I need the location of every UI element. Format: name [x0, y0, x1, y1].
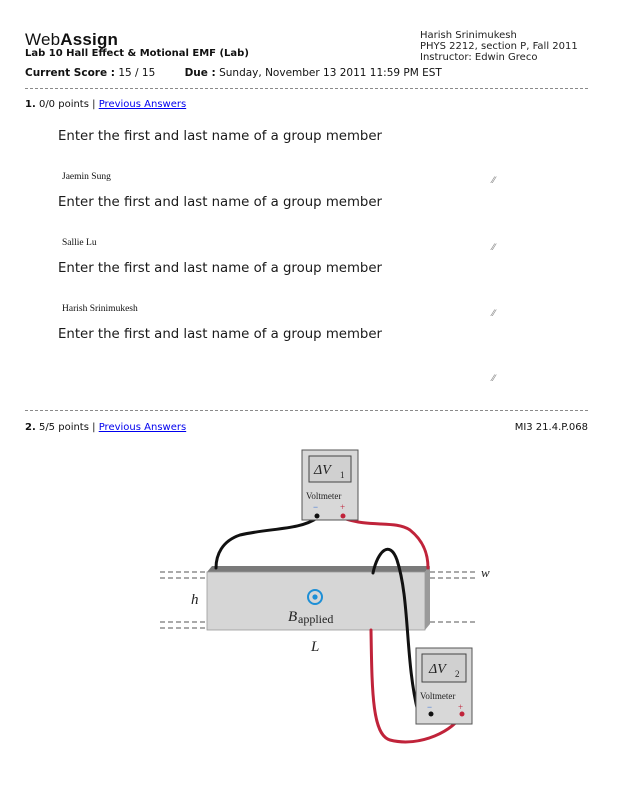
due-label: Due : — [184, 67, 216, 79]
group-member-prompt: Enter the first and last name of a group member — [58, 129, 383, 144]
voltmeter-1-reading: ΔV — [314, 463, 331, 478]
voltmeter-2 — [416, 648, 472, 724]
voltmeter-2-label: Voltmeter — [420, 691, 456, 701]
question-number: 2. — [25, 422, 36, 433]
group-member-prompt: Enter the first and last name of a group member — [58, 195, 383, 210]
separator: | — [92, 422, 96, 433]
question-points: 0/0 points — [38, 99, 89, 110]
voltmeter-1-subscript: 1 — [340, 470, 345, 480]
voltmeter-2-plus: + — [458, 702, 464, 712]
previous-answers-link[interactable]: Previous Answers — [98, 99, 187, 110]
webassign-logo: WebAssign — [25, 30, 119, 49]
assignment-title: Lab 10 Hall Effect & Motional EMF (Lab) — [25, 48, 249, 59]
resize-handle-icon[interactable]: ⁄⁄ — [492, 176, 496, 186]
group-member-prompt: Enter the first and last name of a group member — [58, 327, 383, 342]
voltmeter-1-minus: − — [313, 502, 319, 512]
separator: | — [92, 99, 96, 110]
voltmeter-1 — [302, 450, 358, 520]
voltmeter-1-label: Voltmeter — [306, 491, 342, 501]
due-value: Sunday, November 13 2011 11:59 PM EST — [219, 67, 442, 79]
current-score-value: 15 / 15 — [118, 67, 156, 79]
student-name: Harish Srinimukesh — [420, 30, 517, 41]
voltmeter-2-minus: − — [427, 702, 433, 712]
field-subscript: applied — [298, 612, 334, 626]
instructor-info: Instructor: Edwin Greco — [420, 52, 538, 63]
current-score-label: Current Score : — [25, 67, 115, 79]
resize-handle-icon[interactable]: ⁄⁄ — [492, 309, 496, 319]
problem-code: MI3 21.4.P.068 — [514, 422, 588, 433]
question-points: 5/5 points — [38, 422, 89, 433]
resize-handle-icon[interactable]: ⁄⁄ — [492, 243, 496, 253]
resize-handle-icon[interactable]: ⁄⁄ — [492, 374, 496, 384]
voltmeter-2-reading: ΔV — [429, 662, 446, 677]
course-info: PHYS 2212, section P, Fall 2011 — [420, 41, 578, 52]
previous-answers-link[interactable]: Previous Answers — [98, 422, 187, 433]
voltmeter-2-subscript: 2 — [455, 669, 460, 679]
question-number: 1. — [25, 99, 36, 110]
width-label: w — [481, 565, 490, 580]
voltmeter-1-plus: + — [340, 502, 346, 512]
length-label: L — [311, 639, 320, 655]
field-label: B — [288, 609, 298, 625]
group-member-prompt: Enter the first and last name of a group member — [58, 261, 383, 276]
height-label: h — [191, 592, 199, 608]
